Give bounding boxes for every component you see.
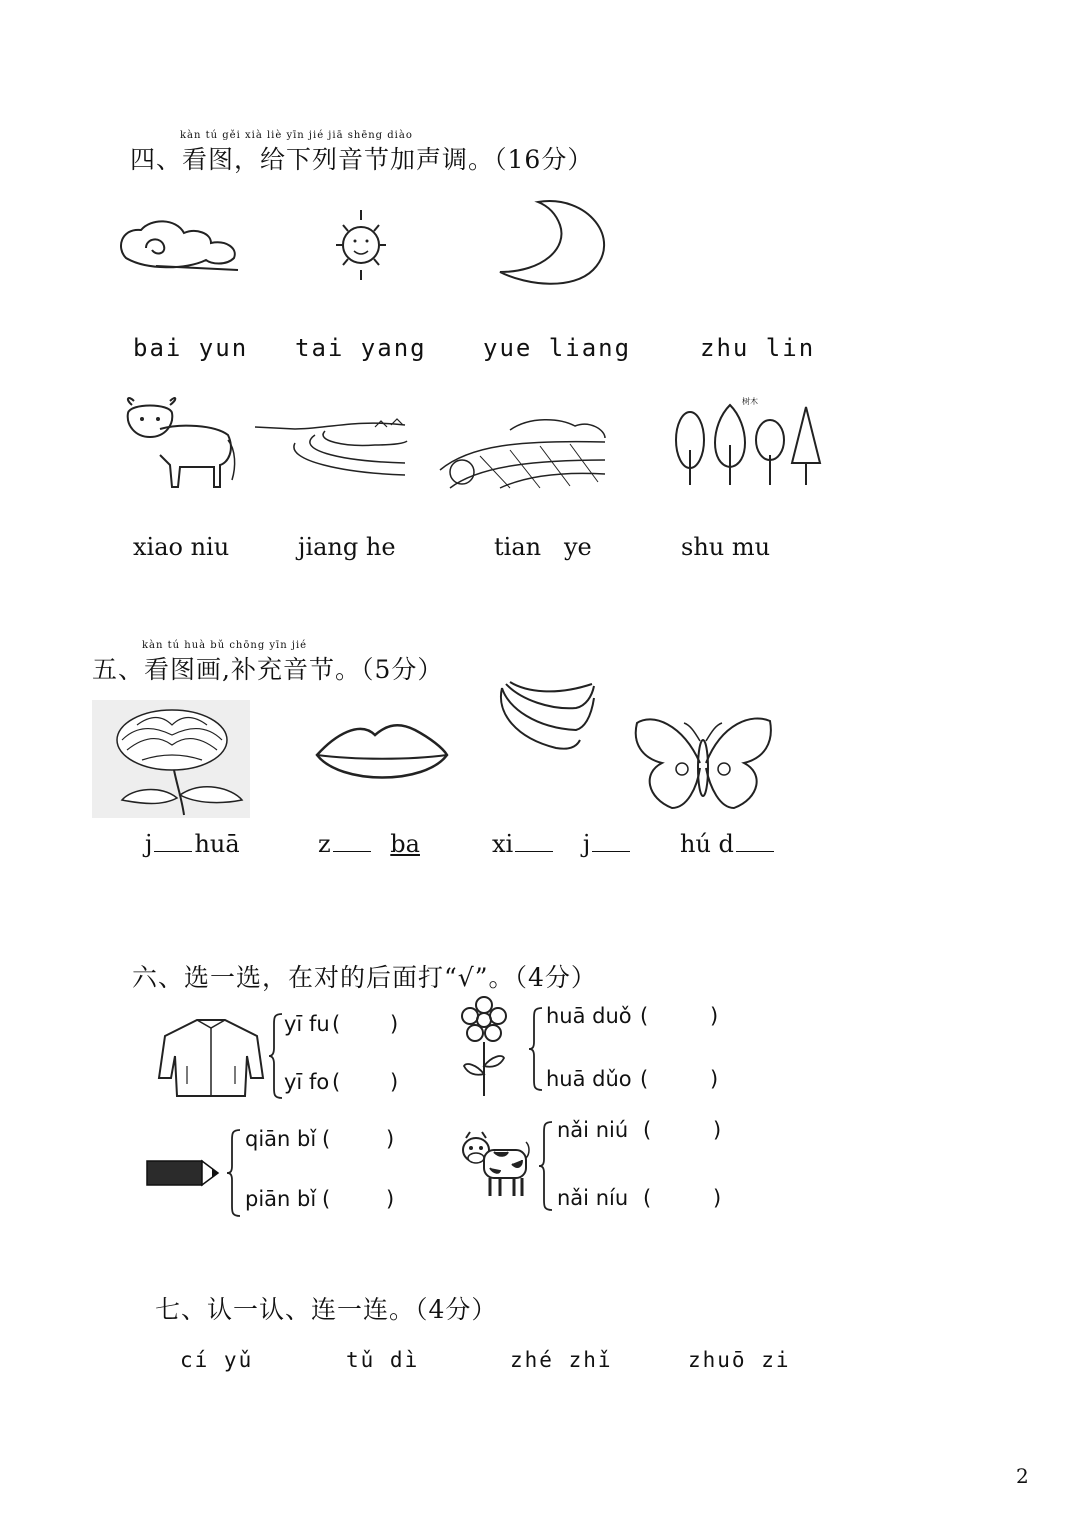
option-pian-bi: piān bǐ xyxy=(245,1187,317,1211)
fill-blank-1-pre: j xyxy=(145,830,153,858)
answer-paren-close[interactable]: ) xyxy=(390,1012,399,1036)
butterfly-icon xyxy=(632,713,774,813)
fill-blank-2-pre: z xyxy=(318,830,331,858)
pinyin-item-7: tian ye xyxy=(494,533,592,561)
brace-icon xyxy=(226,1128,242,1218)
lips-icon xyxy=(315,720,450,790)
answer-paren-close[interactable]: ) xyxy=(710,1067,719,1091)
trees-icon xyxy=(672,395,827,490)
pinyin-item-1: bai yun xyxy=(133,334,249,362)
pencil-icon xyxy=(146,1158,220,1188)
blank-line[interactable] xyxy=(333,831,371,852)
fill-blank-2 xyxy=(318,830,420,858)
match-item-2[interactable]: tǔ dì xyxy=(346,1348,420,1372)
answer-paren-close[interactable]: ) xyxy=(713,1186,722,1210)
moon-icon xyxy=(498,200,610,285)
pinyin-item-6: jiang he xyxy=(298,533,396,561)
pinyin-item-2: tai yang xyxy=(295,334,427,362)
cow-icon xyxy=(460,1130,532,1202)
chrysanthemum-icon xyxy=(92,700,250,818)
answer-paren-close[interactable]: ) xyxy=(713,1118,722,1142)
answer-paren-close[interactable]: ) xyxy=(386,1127,395,1151)
section4-pinyin-ruby: kàn tú gěi xià liè yīn jié jiā shēng diào xyxy=(180,130,413,141)
brace-icon xyxy=(538,1120,554,1212)
answer-paren-close[interactable]: ) xyxy=(386,1187,395,1211)
option-yi-fo: yī fo xyxy=(284,1070,330,1094)
match-item-3[interactable]: zhé zhǐ xyxy=(510,1348,613,1372)
fill-blank-3-pre: xi xyxy=(492,830,514,858)
fields-icon xyxy=(440,410,608,490)
answer-paren-open[interactable]: ( xyxy=(322,1187,331,1211)
option-nai-niu-1: nǎi niú xyxy=(557,1118,629,1142)
fill-blank-3 xyxy=(492,830,632,858)
flower-icon xyxy=(458,996,510,1098)
answer-paren-open[interactable]: ( xyxy=(643,1118,652,1142)
answer-paren-open[interactable]: ( xyxy=(332,1012,341,1036)
blank-line[interactable] xyxy=(592,831,630,852)
trees-caption: 树木 xyxy=(742,397,758,406)
section7-title: 七、认一认、连一连。（4分） xyxy=(155,1295,498,1324)
fill-blank-4 xyxy=(680,830,776,858)
fill-blank-3-mid: j xyxy=(582,830,591,858)
sun-icon xyxy=(334,205,389,285)
bananas-icon xyxy=(496,678,596,756)
option-nai-niu-2: nǎi níu xyxy=(557,1186,629,1210)
section4-title: 四、看图，给下列音节加声调。（16分） xyxy=(130,145,594,174)
jacket-icon xyxy=(157,1016,265,1098)
pinyin-item-4: zhu lin xyxy=(700,334,816,362)
pinyin-item-8: shu mu xyxy=(681,533,771,561)
brace-icon xyxy=(528,1006,544,1092)
match-item-4[interactable]: zhuō zi xyxy=(688,1348,791,1372)
option-yi-fu: yī fu xyxy=(284,1012,330,1036)
blank-line[interactable] xyxy=(154,831,192,852)
answer-paren-close[interactable]: ) xyxy=(710,1004,719,1028)
fill-blank-4-pre: hú d xyxy=(680,830,734,858)
option-hua-duo-1: huā duǒ xyxy=(546,1004,632,1028)
answer-paren-open[interactable]: ( xyxy=(640,1004,649,1028)
blank-line[interactable] xyxy=(736,831,774,852)
section5-title: 五、看图画,补充音节。（5分） xyxy=(92,655,444,684)
fill-blank-1 xyxy=(145,830,240,858)
pinyin-item-3: yue liang xyxy=(483,334,632,362)
fill-blank-1-post: huā xyxy=(194,830,240,858)
chrysanthemum-image xyxy=(92,700,250,818)
blank-line[interactable] xyxy=(515,831,553,852)
section5-pinyin-ruby: kàn tú huà bǔ chōng yīn jié xyxy=(142,640,308,651)
fill-blank-2-post: ba xyxy=(390,830,420,858)
brace-icon xyxy=(268,1012,284,1100)
calf-icon xyxy=(120,395,240,495)
cloud-icon xyxy=(116,218,241,278)
river-icon xyxy=(255,415,410,480)
pinyin-item-5: xiao niu xyxy=(133,533,230,561)
answer-paren-open[interactable]: ( xyxy=(332,1070,341,1094)
option-qian-bi: qiān bǐ xyxy=(245,1127,317,1151)
section6-title: 六、选一选，在对的后面打“√”。（4分） xyxy=(132,963,597,992)
option-hua-duo-2: huā dǔo xyxy=(546,1067,632,1091)
answer-paren-open[interactable]: ( xyxy=(322,1127,331,1151)
answer-paren-open[interactable]: ( xyxy=(643,1186,652,1210)
answer-paren-close[interactable]: ) xyxy=(390,1070,399,1094)
page-number: 2 xyxy=(1016,1464,1029,1488)
match-item-1[interactable]: cí yǔ xyxy=(180,1348,254,1372)
answer-paren-open[interactable]: ( xyxy=(640,1067,649,1091)
